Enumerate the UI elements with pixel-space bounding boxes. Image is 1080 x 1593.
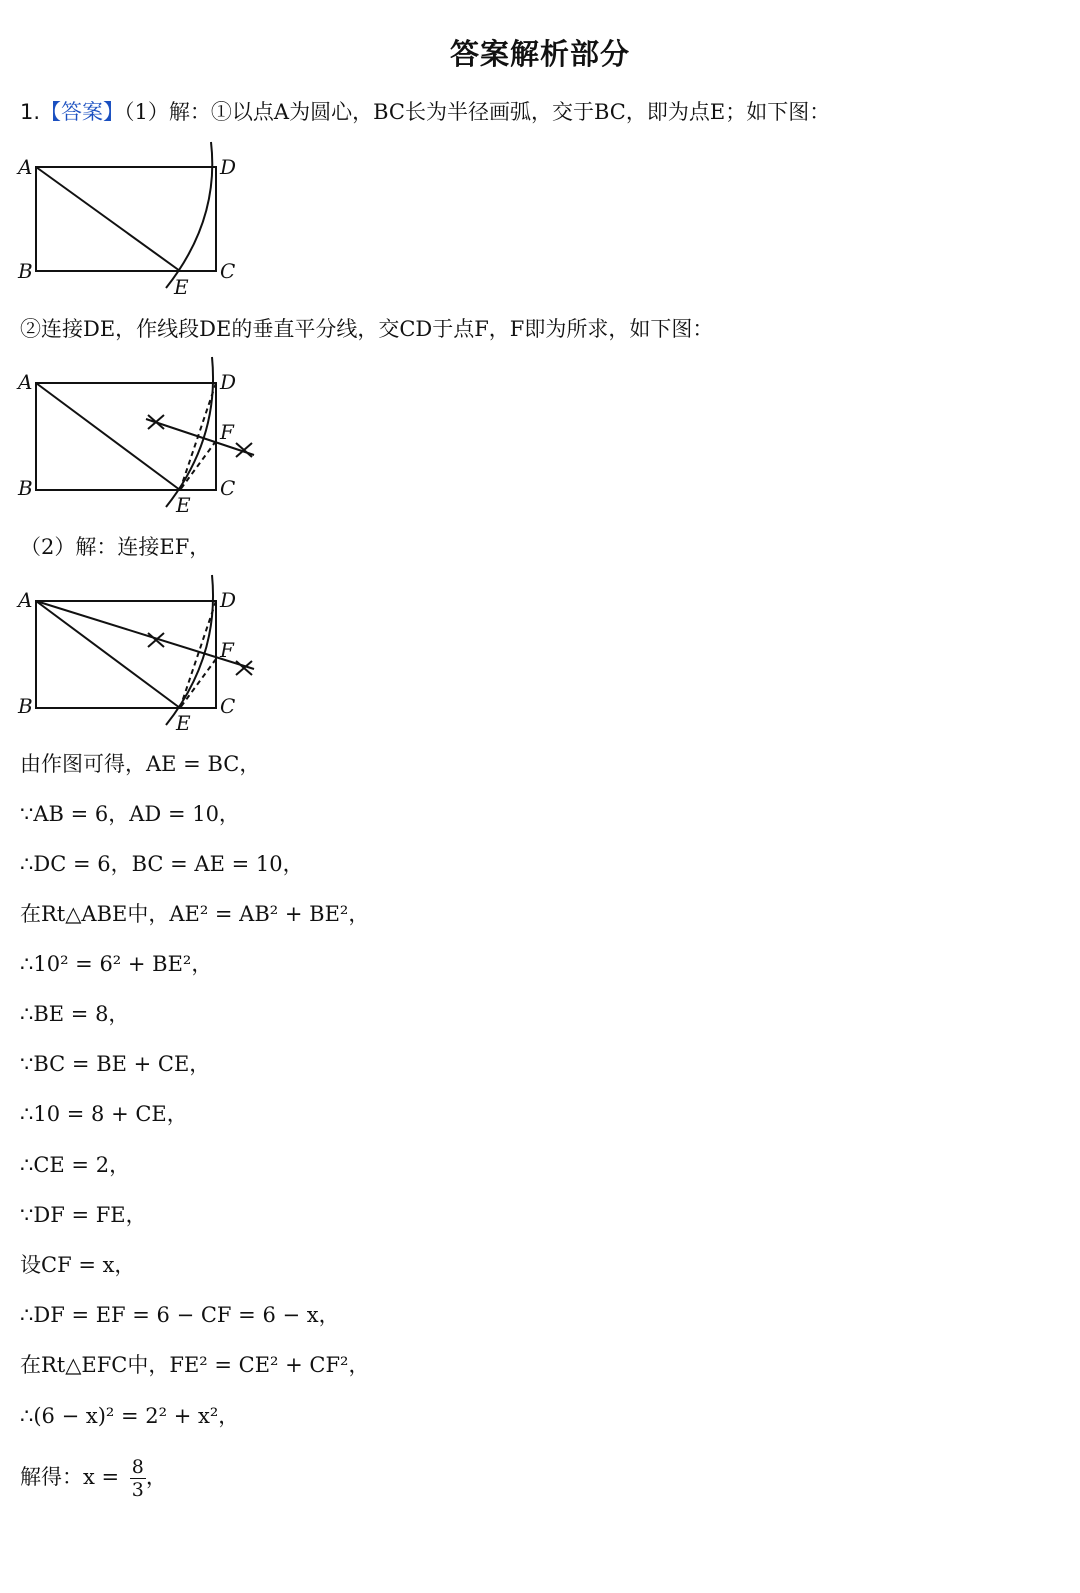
label-d: D bbox=[220, 588, 237, 612]
step-line: ∴CE = 2， bbox=[20, 1153, 131, 1177]
step-line: ∵AB = 6，AD = 10， bbox=[20, 802, 240, 826]
fraction-denominator: 3 bbox=[131, 1479, 144, 1501]
question-number: 1. bbox=[20, 100, 41, 124]
label-e: E bbox=[174, 275, 189, 299]
label-a: A bbox=[18, 155, 33, 179]
segment-ef-dashed bbox=[180, 659, 216, 708]
figure-1 bbox=[14, 140, 274, 300]
fraction bbox=[130, 1456, 146, 1501]
fraction-numerator: 8 bbox=[131, 1456, 144, 1478]
q1-header bbox=[20, 98, 830, 126]
step-line: ∵DF = FE， bbox=[20, 1203, 147, 1227]
label-a: A bbox=[18, 370, 33, 394]
label-f: F bbox=[220, 420, 234, 444]
solution-suffix: ， bbox=[145, 1465, 167, 1489]
step-line: ∵BC = BE + CE， bbox=[20, 1052, 211, 1076]
step-line: 由作图可得，AE = BC， bbox=[20, 752, 261, 776]
part1-label: （1）解： bbox=[124, 100, 211, 124]
solution-line bbox=[20, 1452, 167, 1502]
part2-text: （2）解：连接EF， bbox=[20, 535, 211, 559]
figure-3 bbox=[14, 573, 274, 738]
step-line: 在Rt△ABE中，AE² = AB² + BE²， bbox=[20, 902, 370, 926]
segment-ae bbox=[36, 601, 180, 708]
segment-ef-dashed bbox=[180, 441, 216, 490]
step1-text: ①以点A为圆心，BC长为半径画弧，交于BC，即为点E；如下图： bbox=[210, 100, 831, 124]
step-line: ∴10 = 8 + CE， bbox=[20, 1102, 188, 1126]
label-d: D bbox=[220, 370, 237, 394]
step-line: ∴(6 − x)² = 2² + x²， bbox=[20, 1404, 240, 1428]
step-line: ∴BE = 8， bbox=[20, 1002, 130, 1026]
answer-tag: 【答案】 bbox=[40, 100, 125, 124]
label-a: A bbox=[18, 588, 33, 612]
solution-prefix: 解得：x = bbox=[20, 1465, 126, 1489]
segment-ae bbox=[36, 383, 180, 490]
segment-de-dashed bbox=[180, 383, 216, 490]
label-d: D bbox=[220, 155, 237, 179]
label-c: C bbox=[220, 476, 236, 500]
label-c: C bbox=[220, 694, 236, 718]
step2-text: ②连接DE，作线段DE的垂直平分线，交CD于点F，F即为所求，如下图： bbox=[20, 317, 714, 341]
label-b: B bbox=[18, 259, 33, 283]
label-f: F bbox=[220, 638, 234, 662]
segment-ae bbox=[36, 167, 180, 271]
step-line: 设CF = x， bbox=[20, 1253, 136, 1277]
label-e: E bbox=[176, 493, 191, 517]
cross-mark bbox=[148, 415, 164, 429]
figure-2 bbox=[14, 355, 274, 520]
label-c: C bbox=[220, 259, 236, 283]
label-e: E bbox=[176, 711, 191, 735]
step-line: 在Rt△EFC中，FE² = CE² + CF²， bbox=[20, 1353, 370, 1377]
label-b: B bbox=[18, 694, 33, 718]
page-title: 答案解析部分 bbox=[449, 37, 630, 71]
step-line: ∴10² = 6² + BE²， bbox=[20, 952, 213, 976]
step-line: ∴DC = 6，BC = AE = 10， bbox=[20, 852, 304, 876]
step-line: ∴DF = EF = 6 − CF = 6 − x， bbox=[20, 1303, 340, 1327]
label-b: B bbox=[18, 476, 33, 500]
